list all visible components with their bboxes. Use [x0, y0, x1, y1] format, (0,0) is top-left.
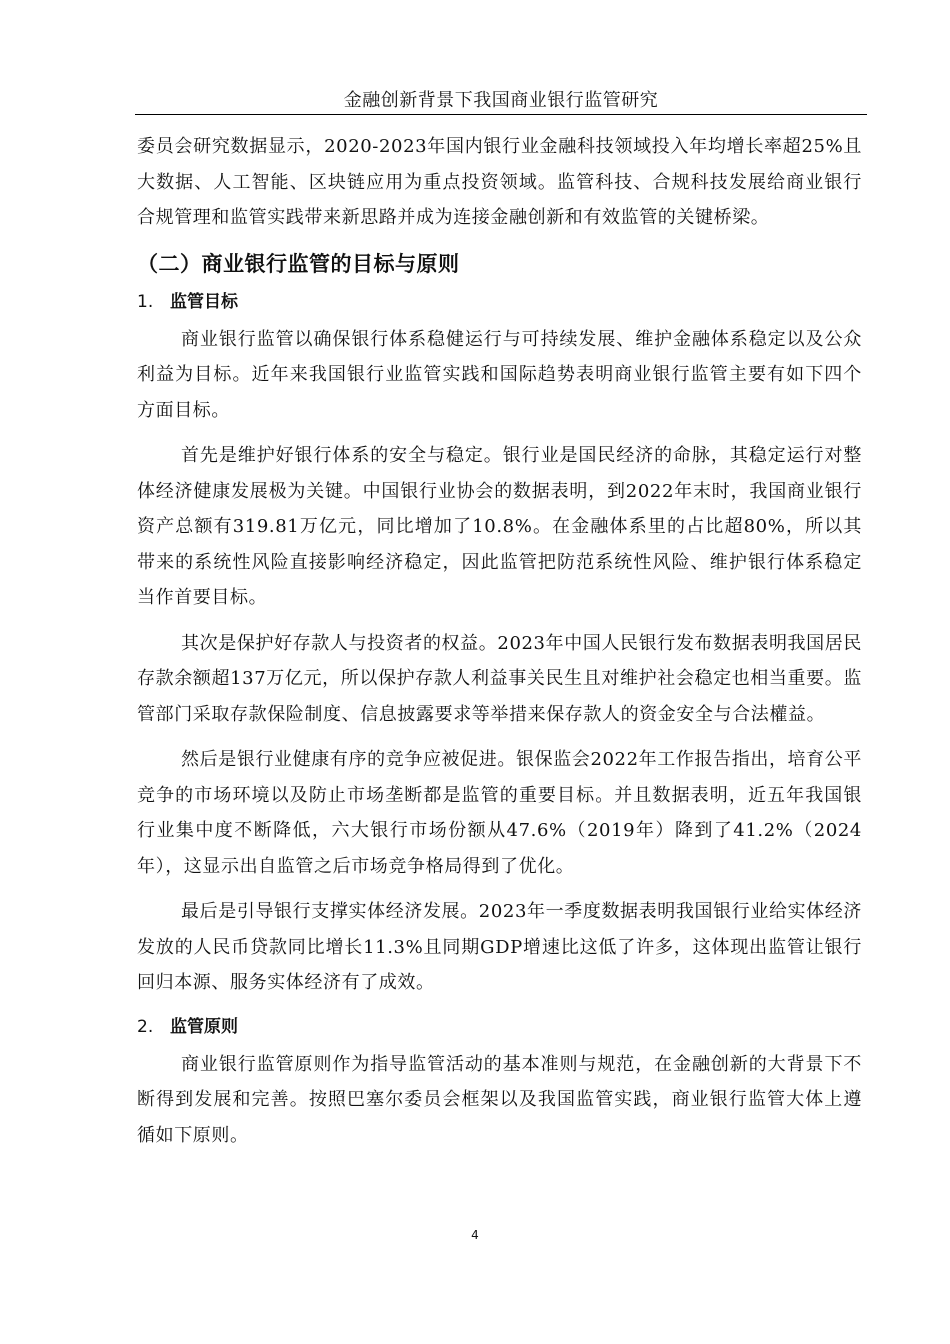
page-body — [137, 129, 862, 1153]
running-header-title: 金融创新背景下我国商业银行监管研究 — [343, 90, 659, 111]
goals-intro-paragraph: 商业银行监管以确保银行体系稳健运行与可持续发展、维护金融体系稳定以及公众利益为目标。近年来我国银行业监管实践和国际趋势表明商业银行监管主要有如下四个方面目标。 — [137, 328, 862, 421]
subsection-title: 监管原则 — [170, 1016, 238, 1037]
subsection-number: 2. — [137, 1016, 154, 1037]
page-number: 4 — [471, 1228, 479, 1242]
goal-paragraph-4: 最后是引导银行支撑实体经济发展。2023年一季度数据表明我国银行业给实体经济发放的人民币贷款同比增长11.3%且同期GDP增速比这低了许多，这体现出监管让银行回归本源、服务实体经济有了成效。 — [137, 901, 862, 993]
goal-paragraph-1: 首先是维护好银行体系的安全与稳定。银行业是国民经济的命脉，其稳定运行对整体经济健康发展极为关键。中国银行业协会的数据表明，到2022年末时，我国商业银行资产总额有319.81万亿元，同比增加了10.8%。在金融体系里的占比超80%，所以其带来的系统性风险直接影响经济稳定，因此监管把防范系统性风险、维护银行体系稳定当作首要目标。 — [137, 445, 862, 608]
intro-paragraph: 委员会研究数据显示，2020-2023年国内银行业金融科技领域投入年均增长率超25%且大数据、人工智能、区块链应用为重点投资领域。监管科技、合规科技发展给商业银行合规管理和监管实践带来新思路并成为连接金融创新和有效监管的关键桥梁。 — [137, 136, 862, 228]
goal-paragraph-2: 其次是保护好存款人与投资者的权益。2023年中国人民银行发布数据表明我国居民存款余额超137万亿元，所以保护存款人利益事关民生且对维护社会稳定也相当重要。监管部门采取存款保险制度、信息披露要求等举措来保存款人的资金安全与合法權益。 — [137, 632, 862, 725]
principles-intro-paragraph: 商业银行监管原则作为指导监管活动的基本准则与规范，在金融创新的大背景下不断得到发展和完善。按照巴塞尔委员会框架以及我国监管实践，商业银行监管大体上遵循如下原则。 — [137, 1053, 862, 1146]
goal-paragraph-3: 然后是银行业健康有序的竞争应被促进。银保监会2022年工作报告指出，培育公平竞争的市场环境以及防止市场垄断都是监管的重要目标。并且数据表明，近五年我国银行业集中度不断降低，六大银行市场份额从47.6%（2019年）降到了41.2%（2024年），这显示出自监管之后市场竞争格局得到了优化。 — [137, 749, 862, 877]
section-heading: （二）商业银行监管的目标与原则 — [137, 251, 460, 276]
subsection-title: 监管目标 — [170, 291, 238, 312]
header-divider — [135, 114, 867, 115]
subsection-number: 1. — [137, 291, 154, 312]
subsection-heading-principles — [137, 1011, 862, 1043]
subsection-heading-goals — [137, 286, 862, 318]
